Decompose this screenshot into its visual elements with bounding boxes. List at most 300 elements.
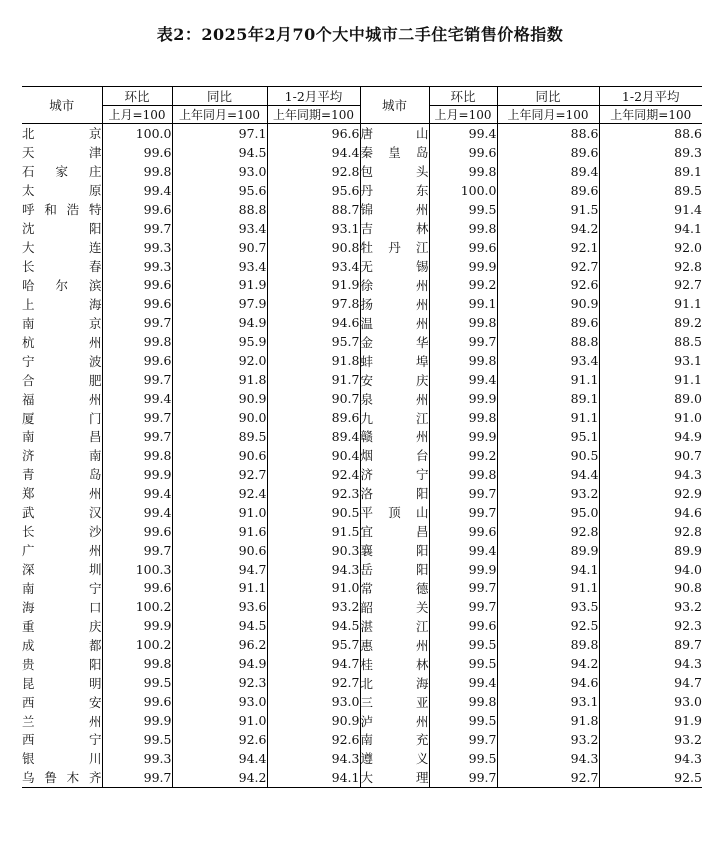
table-row [22,616,702,635]
city-right-cell: 锦州 [360,200,429,219]
table-row [22,635,702,654]
yoy-left-cell: 91.9 [172,276,267,295]
avg-left-cell: 91.0 [267,579,360,598]
yoy-left-cell: 90.6 [172,446,267,465]
avg-right-cell: 88.5 [674,334,702,350]
city-right-cell: 包头 [360,162,429,181]
yoy-left-cell: 93.6 [172,597,267,616]
mom-left-cell: 99.4 [102,181,172,200]
city-right-cell: 泸州 [360,711,429,730]
avg-sub-right: 上年同期=100 [599,106,702,124]
avg-left-cell: 91.8 [267,351,360,370]
yoy-left-cell: 91.0 [172,711,267,730]
yoy-header-right: 同比 [497,87,599,106]
mom-sub-left: 上月=100 [102,106,172,124]
yoy-right-cell: 89.8 [497,635,599,654]
mom-right-cell: 99.8 [429,162,497,181]
mom-right-cell: 99.7 [429,597,497,616]
avg-right-cell: 94.1 [674,220,702,236]
table-row [22,408,702,427]
table-row [22,673,702,692]
yoy-right-cell: 91.1 [497,408,599,427]
city-right-cell: 赣州 [360,427,429,446]
table-row [22,162,702,181]
mom-right-cell: 99.8 [429,465,497,484]
avg-left-cell: 96.6 [267,124,360,143]
yoy-right-cell: 91.1 [497,370,599,389]
city-right-cell: 泉州 [360,389,429,408]
city-left-cell: 太原 [22,181,102,200]
mom-right-cell: 99.8 [429,408,497,427]
city-right-cell: 蚌埠 [360,351,429,370]
mom-left-cell: 99.6 [102,200,172,219]
avg-right-cell: 91.1 [674,372,702,388]
avg-left-cell: 94.5 [267,616,360,635]
yoy-right-cell: 91.8 [497,711,599,730]
yoy-right-cell: 89.9 [497,541,599,560]
mom-left-cell: 99.6 [102,692,172,711]
mom-left-cell: 100.3 [102,560,172,579]
avg-left-cell: 95.7 [267,635,360,654]
mom-right-cell: 99.5 [429,711,497,730]
table-row [22,370,702,389]
yoy-right-cell: 89.4 [497,162,599,181]
city-right-cell: 唐山 [360,124,429,143]
city-left-cell: 沈阳 [22,219,102,238]
avg-right-cell: 91.4 [674,201,702,217]
yoy-right-cell: 93.4 [497,351,599,370]
city-left-cell: 北京 [22,124,102,143]
mom-left-cell: 99.6 [102,294,172,313]
yoy-sub-right: 上年同月=100 [497,106,599,124]
city-left-cell: 郑州 [22,484,102,503]
avg-header-right: 1-2月平均 [599,87,702,106]
mom-left-cell: 99.3 [102,749,172,768]
avg-left-cell: 90.5 [267,503,360,522]
mom-right-cell: 99.6 [429,522,497,541]
city-left-cell: 石家庄 [22,162,102,181]
city-right-cell: 九江 [360,408,429,427]
mom-right-cell: 99.7 [429,484,497,503]
yoy-right-cell: 95.1 [497,427,599,446]
yoy-left-cell: 89.5 [172,427,267,446]
yoy-right-cell: 93.2 [497,730,599,749]
yoy-left-cell: 94.7 [172,560,267,579]
yoy-sub-left: 上年同月=100 [172,106,267,124]
avg-right-cell: 94.3 [674,656,702,672]
city-left-cell: 合肥 [22,370,102,389]
avg-left-cell: 90.3 [267,541,360,560]
yoy-right-cell: 94.1 [497,560,599,579]
mom-left-cell: 99.7 [102,408,172,427]
avg-left-cell: 90.8 [267,238,360,257]
table-row [22,541,702,560]
avg-left-cell: 97.8 [267,294,360,313]
avg-right-cell: 94.3 [674,750,702,766]
city-right-cell: 惠州 [360,635,429,654]
mom-right-cell: 99.4 [429,124,497,143]
avg-left-cell: 92.4 [267,465,360,484]
table-row [22,351,702,370]
avg-left-cell: 94.1 [267,768,360,787]
yoy-left-cell: 92.0 [172,351,267,370]
yoy-left-cell: 94.4 [172,749,267,768]
table-row [22,238,702,257]
yoy-right-cell: 91.1 [497,579,599,598]
mom-header-right: 环比 [429,87,497,106]
avg-right-cell: 93.1 [674,353,702,369]
avg-right-cell: 92.3 [674,618,702,634]
yoy-left-cell: 91.6 [172,522,267,541]
yoy-right-cell: 88.8 [497,332,599,351]
avg-right-cell: 89.7 [674,637,702,653]
city-left-cell: 天津 [22,143,102,162]
mom-left-cell: 99.6 [102,579,172,598]
yoy-right-cell: 89.6 [497,143,599,162]
mom-left-cell: 99.3 [102,238,172,257]
yoy-left-cell: 92.6 [172,730,267,749]
city-right-cell: 扬州 [360,294,429,313]
city-left-cell: 呼和浩特 [22,200,102,219]
mom-header-left: 环比 [102,87,172,106]
city-left-cell: 西宁 [22,730,102,749]
city-left-cell: 深圳 [22,560,102,579]
yoy-right-cell: 95.0 [497,503,599,522]
mom-right-cell: 99.7 [429,768,497,787]
table-row [22,427,702,446]
avg-left-cell: 90.9 [267,711,360,730]
avg-right-cell: 92.0 [674,239,702,255]
yoy-left-cell: 91.0 [172,503,267,522]
mom-right-cell: 99.7 [429,332,497,351]
avg-header-left: 1-2月平均 [267,87,360,106]
mom-left-cell: 99.5 [102,730,172,749]
city-right-cell: 温州 [360,313,429,332]
yoy-right-cell: 94.3 [497,749,599,768]
city-left-cell: 大连 [22,238,102,257]
city-right-cell: 平顶山 [360,503,429,522]
avg-left-cell: 94.4 [267,143,360,162]
avg-left-cell: 91.7 [267,370,360,389]
yoy-right-cell: 92.8 [497,522,599,541]
avg-left-cell: 91.9 [267,276,360,295]
avg-right-cell: 93.2 [674,731,702,747]
table-row [22,560,702,579]
price-index-table [22,86,702,788]
yoy-right-cell: 94.6 [497,673,599,692]
mom-right-cell: 99.5 [429,654,497,673]
yoy-left-cell: 93.0 [172,692,267,711]
city-left-cell: 青岛 [22,465,102,484]
avg-left-cell: 95.6 [267,181,360,200]
table-row [22,522,702,541]
mom-right-cell: 99.9 [429,257,497,276]
city-left-cell: 南京 [22,313,102,332]
city-right-cell: 牡丹江 [360,238,429,257]
mom-left-cell: 100.0 [102,124,172,143]
avg-left-cell: 90.7 [267,389,360,408]
yoy-right-cell: 93.2 [497,484,599,503]
mom-right-cell: 99.4 [429,370,497,389]
avg-right-cell: 94.7 [674,675,702,691]
yoy-left-cell: 93.0 [172,162,267,181]
avg-right-cell: 92.8 [674,258,702,274]
city-right-cell: 无锡 [360,257,429,276]
mom-right-cell: 99.9 [429,389,497,408]
table-row [22,294,702,313]
yoy-right-cell: 92.6 [497,276,599,295]
avg-right-cell: 93.2 [674,599,702,615]
yoy-right-cell: 94.2 [497,219,599,238]
city-header-left: 城市 [22,87,102,124]
mom-right-cell: 99.4 [429,673,497,692]
avg-right-cell: 92.7 [674,277,702,293]
avg-left-cell: 89.6 [267,408,360,427]
mom-left-cell: 99.7 [102,313,172,332]
avg-right-cell: 94.6 [674,504,702,520]
city-left-cell: 成都 [22,635,102,654]
yoy-right-cell: 93.5 [497,597,599,616]
yoy-left-cell: 90.6 [172,541,267,560]
avg-right-cell: 94.3 [674,466,702,482]
yoy-left-cell: 92.7 [172,465,267,484]
avg-left-cell: 94.3 [267,749,360,768]
city-right-cell: 桂林 [360,654,429,673]
city-right-cell: 襄阳 [360,541,429,560]
city-header-right: 城市 [360,87,429,124]
yoy-left-cell: 97.1 [172,124,267,143]
yoy-right-cell: 93.1 [497,692,599,711]
mom-left-cell: 99.9 [102,711,172,730]
mom-left-cell: 99.7 [102,219,172,238]
avg-left-cell: 94.6 [267,313,360,332]
city-right-cell: 遵义 [360,749,429,768]
yoy-header-left: 同比 [172,87,267,106]
table-row [22,446,702,465]
mom-left-cell: 100.2 [102,597,172,616]
table-row [22,465,702,484]
mom-right-cell: 100.0 [429,181,497,200]
city-right-cell: 宜昌 [360,522,429,541]
yoy-right-cell: 90.5 [497,446,599,465]
mom-sub-right: 上月=100 [429,106,497,124]
avg-left-cell: 92.3 [267,484,360,503]
table-row [22,200,702,219]
mom-right-cell: 99.9 [429,427,497,446]
yoy-right-cell: 94.2 [497,654,599,673]
mom-right-cell: 99.8 [429,313,497,332]
yoy-right-cell: 92.5 [497,616,599,635]
mom-left-cell: 99.6 [102,351,172,370]
avg-right-cell: 88.6 [674,125,702,141]
mom-left-cell: 99.9 [102,465,172,484]
avg-right-cell: 94.0 [674,561,702,577]
yoy-left-cell: 93.4 [172,219,267,238]
mom-right-cell: 99.7 [429,503,497,522]
avg-left-cell: 91.5 [267,522,360,541]
table-row [22,124,702,143]
table-row [22,276,702,295]
city-left-cell: 银川 [22,749,102,768]
yoy-left-cell: 94.9 [172,654,267,673]
city-left-cell: 哈尔滨 [22,276,102,295]
city-right-cell: 北海 [360,673,429,692]
table-row [22,484,702,503]
mom-right-cell: 99.6 [429,616,497,635]
watermark [604,755,690,789]
yoy-left-cell: 94.5 [172,616,267,635]
yoy-left-cell: 93.4 [172,257,267,276]
city-right-cell: 洛阳 [360,484,429,503]
city-left-cell: 杭州 [22,332,102,351]
city-left-cell: 长沙 [22,522,102,541]
yoy-left-cell: 95.6 [172,181,267,200]
table-row [22,597,702,616]
city-right-cell: 南充 [360,730,429,749]
avg-left-cell: 93.0 [267,692,360,711]
mom-left-cell: 100.2 [102,635,172,654]
yoy-right-cell: 89.1 [497,389,599,408]
avg-right-cell: 92.5 [599,768,702,787]
mom-left-cell: 99.7 [102,768,172,787]
mom-right-cell: 99.2 [429,446,497,465]
avg-left-cell: 95.7 [267,332,360,351]
city-right-cell: 岳阳 [360,560,429,579]
city-right-cell: 徐州 [360,276,429,295]
mom-left-cell: 99.4 [102,484,172,503]
avg-right-cell: 92.8 [674,523,702,539]
avg-left-cell: 94.7 [267,654,360,673]
city-left-cell: 厦门 [22,408,102,427]
mom-left-cell: 99.6 [102,522,172,541]
city-right-cell: 济宁 [360,465,429,484]
mom-right-cell: 99.2 [429,276,497,295]
mom-right-cell: 99.8 [429,692,497,711]
mom-right-cell: 99.5 [429,749,497,768]
yoy-right-cell: 92.7 [497,768,599,787]
mom-left-cell: 99.9 [102,616,172,635]
city-left-cell: 贵阳 [22,654,102,673]
mom-left-cell: 99.7 [102,370,172,389]
city-left-cell: 长春 [22,257,102,276]
avg-left-cell: 94.3 [267,560,360,579]
yoy-right-cell: 91.5 [497,200,599,219]
yoy-right-cell: 90.9 [497,294,599,313]
city-left-cell: 宁波 [22,351,102,370]
table-row [22,503,702,522]
avg-left-cell: 93.1 [267,219,360,238]
city-right-cell: 丹东 [360,181,429,200]
mom-left-cell: 99.6 [102,143,172,162]
mom-right-cell: 99.9 [429,560,497,579]
yoy-left-cell: 94.2 [172,768,267,787]
avg-right-cell: 89.5 [674,182,702,198]
mom-right-cell: 99.8 [429,219,497,238]
avg-right-cell: 93.0 [674,694,702,710]
yoy-left-cell: 88.8 [172,200,267,219]
city-left-cell: 南宁 [22,579,102,598]
city-right-cell: 安庆 [360,370,429,389]
header-row-1 [22,87,702,106]
mom-left-cell: 99.7 [102,427,172,446]
city-right-cell: 金华 [360,332,429,351]
mom-right-cell: 99.6 [429,143,497,162]
yoy-left-cell: 92.3 [172,673,267,692]
mom-left-cell: 99.8 [102,332,172,351]
city-left-cell: 广州 [22,541,102,560]
avg-right-cell: 91.1 [674,296,702,312]
city-right-cell: 韶关 [360,597,429,616]
page-title: 表2：2025年2月70个大中城市二手住宅销售价格指数 [156,25,564,44]
avg-right-cell: 89.1 [674,163,702,179]
avg-right-cell: 92.9 [674,485,702,501]
yoy-right-cell: 94.4 [497,465,599,484]
city-left-cell: 海口 [22,597,102,616]
mom-right-cell: 99.4 [429,541,497,560]
mom-left-cell: 99.8 [102,446,172,465]
table-row [22,768,702,787]
mom-right-cell: 99.7 [429,579,497,598]
avg-left-cell: 88.7 [267,200,360,219]
city-left-cell: 昆明 [22,673,102,692]
yoy-left-cell: 90.0 [172,408,267,427]
city-left-cell: 武汉 [22,503,102,522]
table-row [22,654,702,673]
city-right-cell: 三亚 [360,692,429,711]
mom-right-cell: 99.1 [429,294,497,313]
city-right-cell: 大理 [360,768,429,787]
yoy-right-cell: 89.6 [497,313,599,332]
table-row [22,389,702,408]
city-right-cell: 吉林 [360,219,429,238]
yoy-left-cell: 96.2 [172,635,267,654]
table-row [22,143,702,162]
avg-right-cell: 94.9 [674,428,702,444]
city-left-cell: 乌鲁木齐 [22,768,102,787]
city-right-cell: 常德 [360,579,429,598]
table-body [22,124,702,788]
avg-left-cell: 90.4 [267,446,360,465]
avg-right-cell: 89.0 [674,391,702,407]
table-row [22,181,702,200]
city-left-cell: 重庆 [22,616,102,635]
avg-left-cell: 89.4 [267,427,360,446]
city-right-cell: 秦皇岛 [360,143,429,162]
yoy-left-cell: 94.5 [172,143,267,162]
avg-right-cell: 89.3 [674,144,702,160]
avg-right-cell: 91.9 [674,713,702,729]
city-left-cell: 兰州 [22,711,102,730]
avg-right-cell: 91.0 [674,410,702,426]
yoy-left-cell: 92.4 [172,484,267,503]
city-left-cell: 西安 [22,692,102,711]
avg-right-cell: 90.7 [674,447,702,463]
table-row [22,332,702,351]
table-row [22,711,702,730]
city-right-cell: 湛江 [360,616,429,635]
mom-left-cell: 99.8 [102,162,172,181]
yoy-right-cell: 92.7 [497,257,599,276]
yoy-right-cell: 92.1 [497,238,599,257]
mom-left-cell: 99.4 [102,389,172,408]
mom-right-cell: 99.7 [429,730,497,749]
yoy-left-cell: 95.9 [172,332,267,351]
city-left-cell: 济南 [22,446,102,465]
avg-left-cell: 92.8 [267,162,360,181]
yoy-left-cell: 94.9 [172,313,267,332]
table-row [22,749,702,768]
avg-right-cell: 90.8 [674,580,702,596]
